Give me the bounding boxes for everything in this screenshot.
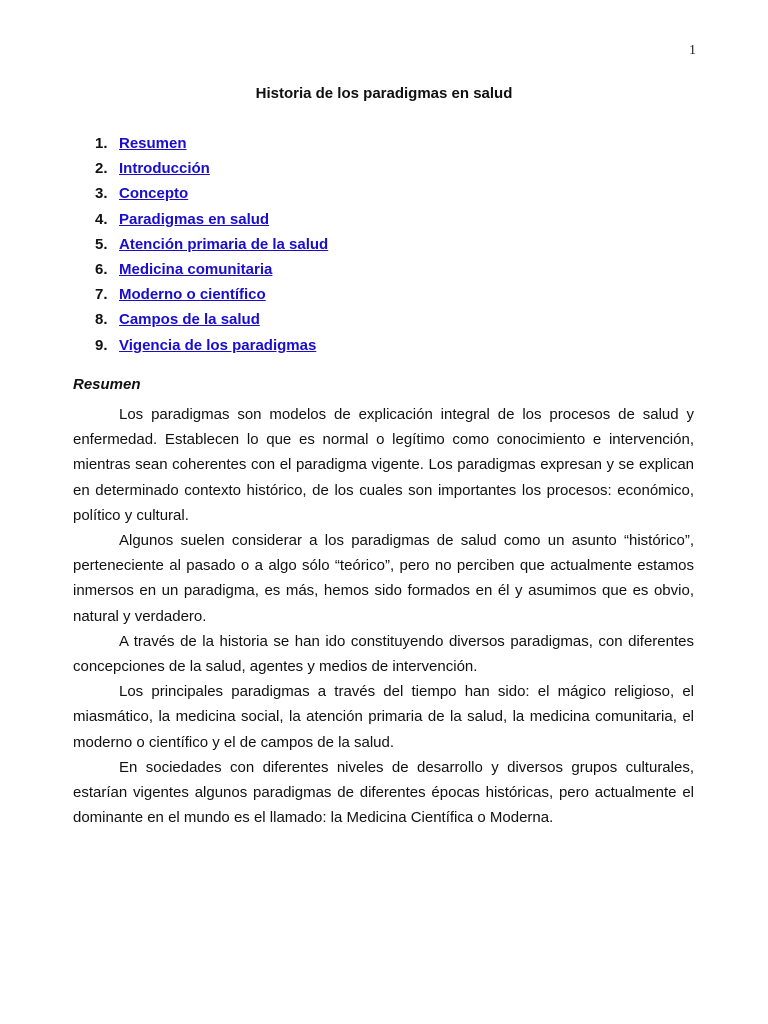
toc-item — [95, 158, 328, 183]
toc-item-number: 4. — [95, 210, 108, 228]
toc-item — [95, 183, 328, 208]
toc-item — [95, 284, 328, 309]
toc-link-concepto[interactable]: Concepto — [119, 185, 189, 203]
toc-item — [95, 335, 328, 360]
section-heading: Resumen — [73, 376, 141, 393]
paragraph: A través de la historia se han ido constituyendo diversos paradigmas, con diferentes concepciones de la salud, agentes y medios de intervención. — [73, 632, 694, 676]
document-title: Historia de los paradigmas en salud — [255, 85, 513, 102]
toc-link-vigencia-paradigmas[interactable]: Vigencia de los paradigmas — [119, 336, 317, 354]
toc-item — [95, 259, 328, 284]
toc-item — [95, 133, 328, 158]
toc-link-paradigmas-en-salud[interactable]: Paradigmas en salud — [119, 210, 270, 228]
toc-item-number: 7. — [95, 286, 108, 304]
paragraph: Algunos suelen considerar a los paradigmas de salud como un asunto “histórico”, perteneciente al pasado o a algo sólo “teórico”, pero no perciben que actualmente estamos inmersos en un paradigma, es más, hemos sido formados en él y asumimos que es obvio, natural y verdadero. — [73, 532, 694, 625]
toc-link-resumen[interactable]: Resumen — [119, 135, 187, 152]
toc-link-campos-de-la-salud[interactable]: Campos de la salud — [119, 311, 260, 329]
page-number: 1 — [689, 43, 696, 58]
toc-item-number: 5. — [95, 235, 108, 253]
toc-link-moderno-cientifico[interactable]: Moderno o científico — [119, 286, 266, 304]
toc-item-number: 1. — [95, 135, 108, 152]
toc-item — [95, 309, 328, 334]
toc-item — [95, 209, 328, 234]
toc-item — [95, 234, 328, 259]
toc-link-medicina-comunitaria[interactable]: Medicina comunitaria — [119, 260, 273, 278]
toc-item-number: 8. — [95, 311, 108, 329]
section-body — [73, 402, 694, 830]
toc-link-atencion-primaria[interactable]: Atención primaria de la salud — [119, 235, 329, 253]
toc-link-introduccion[interactable]: Introducción — [119, 160, 210, 178]
toc-item-number: 2. — [95, 160, 108, 178]
paragraph: Los principales paradigmas a través del tiempo han sido: el mágico religioso, el miasmático, la medicina social, la atención primaria de la salud, la medicina comunitaria, el moderno o científico y el de campos de la salud. — [73, 683, 694, 751]
toc-item-number: 3. — [95, 185, 108, 203]
toc-item-number: 6. — [95, 260, 108, 278]
toc-item-number: 9. — [95, 336, 108, 354]
table-of-contents — [95, 133, 328, 360]
paragraph: En sociedades con diferentes niveles de desarrollo y diversos grupos culturales, estarían vigentes algunos paradigmas de diferentes épocas históricas, pero actualmente el dominante en el mundo es el llamado: la Medicina Científica o Moderna. — [73, 758, 694, 827]
paragraph: Los paradigmas son modelos de explicación integral de los procesos de salud y enfermedad. Establecen lo que es normal o legítimo como conocimiento e intervención, mientras sean coherentes con el paradigma vigente. Los paradigmas expresan y se explican en determinado contexto histórico, de los cuales son importantes los procesos: económico, político y cultural. — [73, 406, 694, 524]
